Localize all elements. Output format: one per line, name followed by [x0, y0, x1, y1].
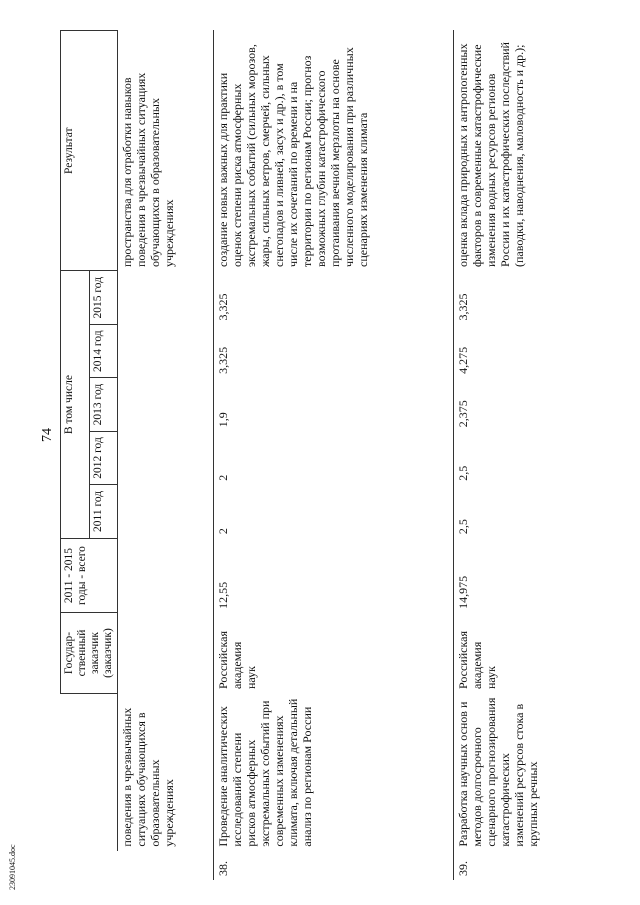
cell-num: 38. — [214, 851, 454, 880]
header-year-2015: 2015 год — [89, 271, 118, 324]
header-result: Результат — [61, 31, 118, 271]
cell-2013: 1,9 — [214, 378, 454, 431]
cell-result: пространства для отработки навыков поведения в чрезвычайных ситуациях обучающихся в образовательных учреждениях — [120, 72, 176, 267]
cell-result: оценка вклада природных и антропогенных факторов в современные катастрофические изменения водных ресурсов регионов России и их катастрофических последствий (паводки, наводнения, маловодность и др.); — [454, 31, 604, 271]
cell-total: 12,55 — [214, 538, 454, 613]
cell-result: создание новых важных для практики оценок степени риска атмосферных экстремальных событий (сильных морозов, жары, сильных ветров, смерчей, сильных снегопадов и ливней, засух и др.), в том числе их сочетаний по времени и на территории по регионам России; прогноз возможных глубин катастрофического протаивания вечной мерзлоты на основе численного моделирования при различных сценариях изменения климата — [214, 31, 454, 271]
cell-2014: 4,275 — [454, 324, 604, 377]
cell-2011: 2 — [214, 485, 454, 538]
cell-customer: Российская академия наук — [454, 613, 604, 693]
cell-2015: 3,325 — [214, 271, 454, 324]
header-year-2012: 2012 год — [89, 431, 118, 484]
cell-2014: 3,325 — [214, 324, 454, 377]
cell-total: 14,975 — [454, 538, 604, 613]
header-year-2011: 2011 год — [89, 485, 118, 538]
footer-reference: 23091045.doc — [8, 844, 17, 890]
header-year-2014: 2014 год — [89, 324, 118, 377]
cell-num — [118, 851, 214, 880]
header-year-2013: 2013 год — [89, 378, 118, 431]
header-in-number: В том числе — [61, 271, 90, 538]
header-num-empty — [61, 851, 118, 880]
cell-event: поведения в чрезвычайных ситуациях обучающихся в образовательных учреждениях — [120, 707, 176, 847]
cell-2013: 2,375 — [454, 378, 604, 431]
table-row-continuation — [118, 31, 214, 881]
program-events-table — [60, 30, 604, 880]
cell-event: Проведение аналитических исследований степени рисков атмосферных экстремальных событий при современных изменениях климата, включая детальный анализ по регионам России — [214, 693, 454, 851]
table-row — [214, 31, 454, 881]
page-number: 74 — [40, 428, 55, 442]
cell-2015: 3,325 — [454, 271, 604, 324]
cell-event: Разработка научных основ и методов долгосрочного сценарного прогнозирования катастрофических изменений ресурсов стока в крупных речных — [454, 693, 604, 851]
cell-2012: 2,5 — [454, 431, 604, 484]
header-total: 2011 - 2015 годы - всего — [61, 538, 118, 613]
cell-num: 39. — [454, 851, 604, 880]
cell-customer: Российская академия наук — [214, 613, 454, 693]
cell-2012: 2 — [214, 431, 454, 484]
header-customer: Государ-ственный заказчик (заказчик) — [61, 613, 118, 693]
header-row-top — [61, 31, 90, 881]
header-event-empty — [61, 693, 118, 851]
rotated-table-page — [60, 30, 620, 880]
cell-2011: 2,5 — [454, 485, 604, 538]
table-row — [454, 31, 604, 881]
